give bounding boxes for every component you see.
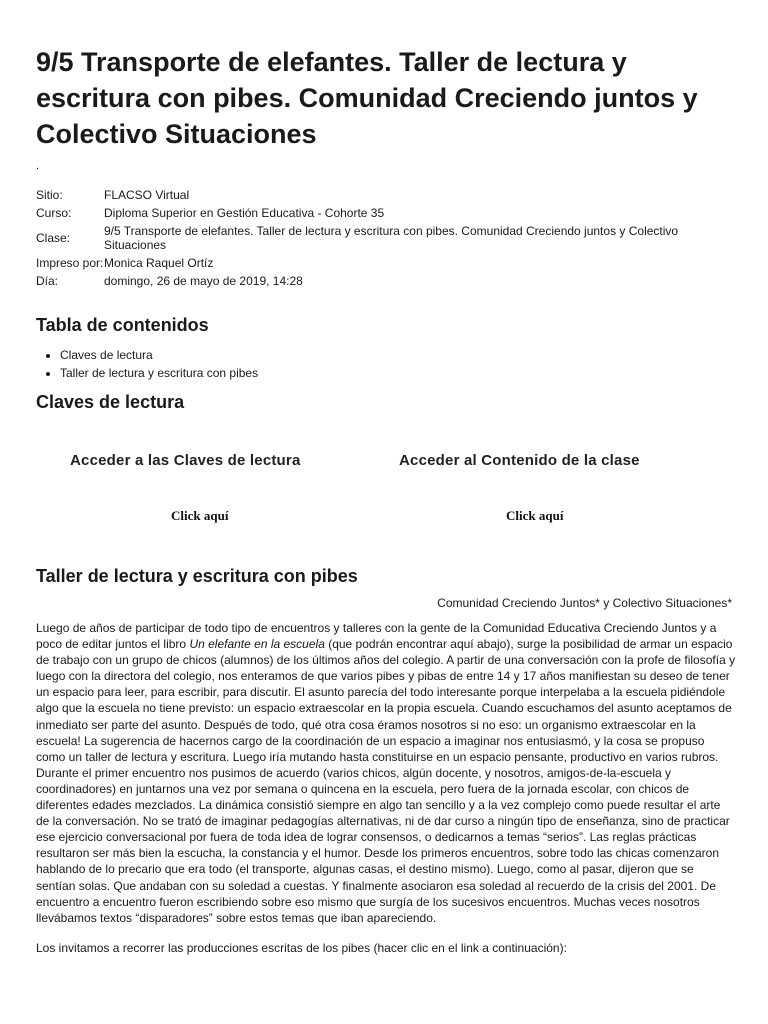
toc-link-taller[interactable]: Taller de lectura y escritura con pibes — [60, 366, 259, 380]
contenido-click-link[interactable]: Click aquí — [506, 508, 564, 523]
separator-dot: . — [36, 160, 40, 172]
toc-item — [60, 346, 258, 364]
authors-credit: Comunidad Creciendo Juntos* y Colectivo Situaciones* — [437, 596, 732, 610]
toc-heading: Tabla de contenidos — [36, 315, 209, 335]
claves-access-title: Acceder a las Claves de lectura — [70, 452, 301, 469]
toc-list — [36, 346, 258, 382]
meta-label: Curso: — [36, 206, 72, 220]
meta-label: Día: — [36, 274, 59, 288]
paragraph-text: Luego de años de participar de todo tipo de encuentros y talleres con la gente de la Comunidad Educativa Creciendo Juntos y a poco de editar juntos el libro — [36, 621, 717, 652]
meta-value: domingo, 26 de mayo de 2019, 14:28 — [104, 274, 303, 288]
meta-value: Monica Raquel Ortíz — [104, 256, 214, 270]
meta-label: Impreso por: — [36, 256, 104, 270]
meta-label: Clase: — [36, 231, 71, 245]
meta-row-sitio — [36, 186, 736, 204]
book-title: Un elefante en la escuela — [189, 637, 325, 652]
body-paragraph — [36, 620, 736, 926]
print-metadata-table — [36, 186, 736, 290]
toc-link-claves[interactable]: Claves de lectura — [60, 348, 153, 362]
page-title: 9/5 Transporte de elefantes. Taller de lectura y escritura con pibes. Comunidad Creciendo juntos y Colectivo Situaciones — [36, 47, 698, 149]
meta-row-clase — [36, 222, 736, 254]
invitation-paragraph: Los invitamos a recorrer las producciones escritas de los pibes (hacer clic en el link a continuación): — [36, 941, 567, 955]
claves-click-link[interactable]: Click aquí — [171, 508, 229, 523]
meta-label: Sitio: — [36, 188, 63, 202]
meta-row-curso — [36, 204, 736, 222]
contenido-access-title: Acceder al Contenido de la clase — [399, 452, 640, 469]
taller-heading: Taller de lectura y escritura con pibes — [36, 566, 358, 586]
claves-heading: Claves de lectura — [36, 392, 185, 412]
meta-value: Diploma Superior en Gestión Educativa - Cohorte 35 — [104, 206, 385, 220]
meta-value: FLACSO Virtual — [104, 188, 190, 202]
meta-row-dia — [36, 272, 736, 290]
toc-item — [60, 364, 258, 382]
meta-value: 9/5 Transporte de elefantes. Taller de lectura y escritura con pibes. Comunidad Creciendo juntos y Colectivo Situaciones — [104, 224, 679, 252]
paragraph-text: (que podrán encontrar aquí abajo), surge la posibilidad de armar un espacio de trabajo con un grupo de chicos (alumnos) de los últimos años del colegio. A partir de una conversación con la profe de filosofía y luego con la directora del colegio, nos enteramos de que varios pibes y pibas de entre 14 y 17 años manifiestan su deseo de tener un espacio para leer, para escribir, para discutir. El asunto parecía del todo interesante porque interpelaba a la escuela pidiéndole algo que la escuela no tiene previsto: un espacio extraescolar en la propia escuela. Cuando escuchamos del asunto aceptamos de inmediato ser parte del asunto. Después de todo, qué otra cosa éramos nosotros si no eso: un organismo extraescolar en la escuela! La sugerencia de hacernos cargo de la coordinación de un espacio a imaginar nos entusiasmó, y la cosa se propuso como un taller de lectura y escritura. Luego iría mutando hasta constituirse en un espacio pensante, productivo en varios rubros. Durante el primer encuentro nos pusimos de acuerdo (varios chicos, algún docente, y nosotros, amigos-de-la-escuela y coordinadores) en juntarnos una vez por semana o quincena en la escuela, pero fuera de la jornada escolar, con chicos de diferentes edades mezclados. La dinámica consistió siempre en algo tan sencillo y a la vez complejo como puede resultar el arte de la conversación. No se trató de imaginar pedagogías alternativas, ni de dar curso a ningún tipo de enseñanza, sino de practicar ese ejercicio conversacional por fuera de toda idea de lograr consensos, o dedicarnos a temas “serios”. Las reglas prácticas resultaron ser más bien la escucha, la constancia y el humor. Desde los primeros encuentros, sobre todo las chicas comenzaron hablando de lo precario que era todo (el transporte, algunas casas, el destino mismo). Luego, como al pasar, dijeron que se sentían solas. Que andaban con su soledad a cuestas. Y finalmente asociaron esa soledad al recuerdo de la crisis del 2001. De encuentro a encuentro fueron escribiendo sobre eso mismo que surgía de los sucesivos encuentros. Muchas veces nosotros llevábamos textos “disparadores” sobre estos temas que iban apareciendo. — [36, 637, 736, 925]
meta-row-impreso — [36, 254, 736, 272]
